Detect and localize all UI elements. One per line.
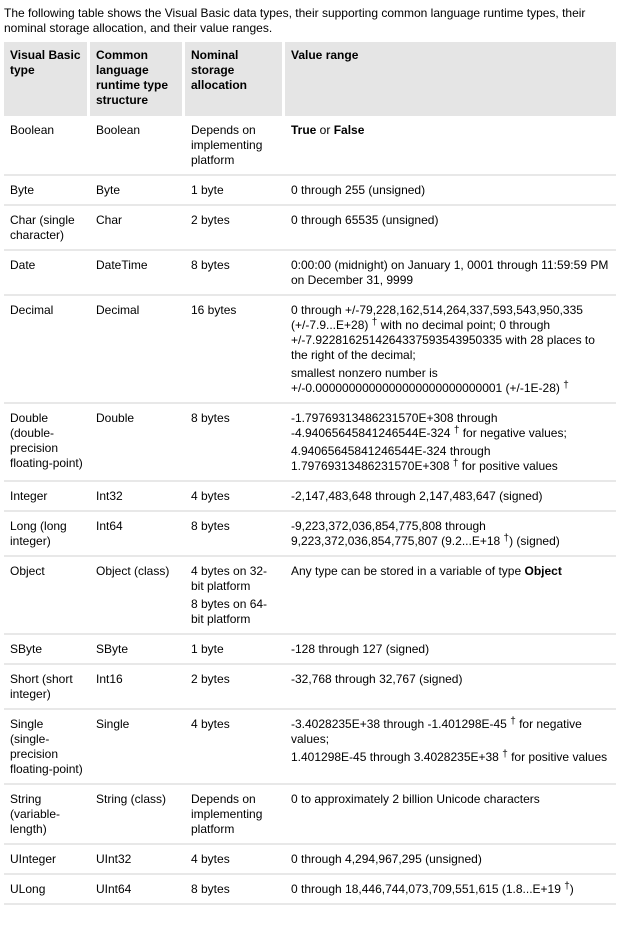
table-row (4, 296, 616, 404)
dagger-footnote-mark: † (371, 317, 378, 328)
value-range-text (291, 519, 610, 549)
cell-vb-type: Boolean (4, 116, 90, 176)
value-range-text (291, 882, 610, 897)
table-row (4, 635, 616, 665)
value-range-text (291, 123, 610, 138)
storage-text: 8 bytes (191, 519, 230, 533)
range-text-segment: -1.79769313486231570E+308 through -4.94065645841246544E-324 (291, 411, 498, 440)
value-range-text (291, 258, 610, 288)
value-range-text (291, 303, 610, 363)
cell-vb-type: Single (single-precision floating-point) (4, 710, 90, 785)
cell-vb-type: Double (double-precision floating-point) (4, 404, 90, 482)
dagger-footnote-mark: † (510, 716, 516, 727)
table-row (4, 665, 616, 710)
cell-vb-type: UInteger (4, 845, 90, 875)
cell-clr-type: Int64 (90, 512, 185, 557)
value-range-text (291, 792, 610, 807)
range-text-segment: for negative values; (459, 426, 567, 440)
table-row (4, 116, 616, 176)
cell-value-range (285, 785, 616, 845)
cell-vb-type: SByte (4, 635, 90, 665)
cell-storage (185, 176, 285, 206)
cell-vb-type: Decimal (4, 296, 90, 404)
cell-storage (185, 635, 285, 665)
storage-text: 4 bytes (191, 489, 230, 503)
table-body (4, 116, 616, 905)
cell-value-range (285, 845, 616, 875)
header-storage: Nominal storage allocation (185, 42, 285, 116)
table-header-row (4, 42, 616, 116)
value-range-text (291, 411, 610, 441)
value-range-text (291, 750, 610, 765)
cell-clr-type: UInt64 (90, 875, 185, 905)
table-row (4, 845, 616, 875)
bold-keyword: Object (524, 564, 562, 578)
table-row (4, 251, 616, 296)
cell-clr-type: UInt32 (90, 845, 185, 875)
header-vb-type: Visual Basic type (4, 42, 90, 116)
dagger-footnote-mark: † (563, 380, 569, 391)
cell-vb-type: ULong (4, 875, 90, 905)
cell-clr-type: Double (90, 404, 185, 482)
dagger-footnote-mark: † (564, 881, 570, 892)
range-text-segment: 1.401298E-45 through 3.4028235E+38 (291, 750, 503, 764)
cell-storage (185, 116, 285, 176)
cell-storage (185, 206, 285, 251)
cell-clr-type: Int32 (90, 482, 185, 512)
cell-value-range (285, 116, 616, 176)
cell-storage (185, 557, 285, 635)
table-row (4, 176, 616, 206)
range-text-segment: 4.94065645841246544E-324 through 1.79769313486231570E+308 (291, 444, 491, 473)
cell-clr-type: String (class) (90, 785, 185, 845)
value-range-text (291, 717, 610, 747)
cell-clr-type: Decimal (90, 296, 185, 404)
storage-text: Depends on implementing platform (191, 123, 263, 167)
value-range-text (291, 852, 610, 867)
value-range-text (291, 564, 610, 579)
range-text-segment: with no decimal point; 0 through +/-7.9228162514264337593543950335 with 28 places to the right of the decimal; (291, 318, 595, 362)
intro-paragraph: The following table shows the Visual Basic data types, their supporting common language runtime types, their nominal storage allocation, and their value ranges. (4, 6, 586, 35)
cell-storage (185, 404, 285, 482)
range-text-segment: 0 through 4,294,967,295 (unsigned) (291, 852, 482, 866)
cell-vb-type: Integer (4, 482, 90, 512)
cell-storage (185, 785, 285, 845)
cell-clr-type: Boolean (90, 116, 185, 176)
storage-text: 4 bytes on 32-bit platform (191, 564, 268, 593)
header-clr-type: Common language runtime type structure (90, 42, 185, 116)
table-row (4, 512, 616, 557)
table-row (4, 710, 616, 785)
cell-value-range (285, 404, 616, 482)
table-row (4, 482, 616, 512)
cell-vb-type: Short (short integer) (4, 665, 90, 710)
range-text-segment: -128 through 127 (signed) (291, 642, 430, 656)
table-row (4, 875, 616, 905)
value-range-text (291, 489, 610, 504)
storage-text: 4 bytes (191, 717, 230, 731)
cell-clr-type: Byte (90, 176, 185, 206)
table-row (4, 785, 616, 845)
cell-value-range (285, 710, 616, 785)
range-text-segment: -32,768 through 32,767 (signed) (291, 672, 463, 686)
cell-storage (185, 845, 285, 875)
value-range-text (291, 642, 610, 657)
range-text-segment: for positive values (458, 459, 558, 473)
table-row (4, 206, 616, 251)
storage-text: Depends on implementing platform (191, 792, 263, 836)
value-range-text (291, 183, 610, 198)
cell-value-range (285, 875, 616, 905)
range-text-segment: for negative values; (291, 717, 582, 746)
cell-value-range (285, 665, 616, 710)
cell-clr-type: Char (90, 206, 185, 251)
cell-vb-type: Char (single character) (4, 206, 90, 251)
range-text-segment: -3.4028235E+38 through -1.401298E-45 (291, 717, 511, 731)
cell-value-range (285, 482, 616, 512)
storage-text: 1 byte (191, 642, 224, 656)
cell-vb-type: String (variable-length) (4, 785, 90, 845)
range-text-segment: ) (569, 882, 574, 896)
dagger-footnote-mark: † (453, 425, 460, 436)
cell-storage (185, 296, 285, 404)
cell-value-range (285, 176, 616, 206)
cell-value-range (285, 557, 616, 635)
table-row (4, 404, 616, 482)
cell-value-range (285, 296, 616, 404)
cell-storage (185, 251, 285, 296)
cell-clr-type: Object (class) (90, 557, 185, 635)
cell-storage (185, 665, 285, 710)
range-text-segment: 0 through 255 (unsigned) (291, 183, 426, 197)
range-text-segment: 0 through 18,446,744,073,709,551,615 (1.8...E+19 (291, 882, 565, 896)
storage-text: 2 bytes (191, 672, 230, 686)
header-value-range: Value range (285, 42, 616, 116)
value-range-text (291, 672, 610, 687)
value-range-text (291, 213, 610, 228)
cell-clr-type: SByte (90, 635, 185, 665)
storage-text: 8 bytes on 64-bit platform (191, 597, 268, 626)
range-text-segment: or (316, 123, 334, 137)
cell-vb-type: Long (long integer) (4, 512, 90, 557)
range-text-segment: smallest nonzero number is +/-0.0000000000000000000000000001 (+/-1E-28) (291, 366, 564, 395)
range-text-segment: for positive values (507, 750, 608, 764)
cell-value-range (285, 635, 616, 665)
cell-storage (185, 512, 285, 557)
dagger-footnote-mark: † (452, 458, 459, 469)
range-text-segment: ) (signed) (509, 534, 560, 548)
cell-value-range (285, 512, 616, 557)
cell-vb-type: Date (4, 251, 90, 296)
cell-vb-type: Object (4, 557, 90, 635)
cell-storage (185, 710, 285, 785)
cell-storage (185, 482, 285, 512)
dagger-footnote-mark: † (503, 533, 510, 544)
dagger-footnote-mark: † (502, 749, 508, 760)
cell-clr-type: Single (90, 710, 185, 785)
value-range-text (291, 444, 610, 474)
cell-clr-type: DateTime (90, 251, 185, 296)
storage-text: 8 bytes (191, 258, 230, 272)
range-text-segment: -2,147,483,648 through 2,147,483,647 (signed) (291, 489, 543, 503)
storage-text: 8 bytes (191, 411, 230, 425)
cell-value-range (285, 206, 616, 251)
storage-text: 8 bytes (191, 882, 230, 896)
range-text-segment: 0 through +/-79,228,162,514,264,337,593,543,950,335 (+/-7.9...E+28) (291, 303, 583, 332)
cell-storage (185, 875, 285, 905)
data-types-table (4, 42, 616, 905)
range-text-segment: Any type can be stored in a variable of type (291, 564, 525, 578)
cell-value-range (285, 251, 616, 296)
value-range-text (291, 366, 610, 396)
storage-text: 2 bytes (191, 213, 230, 227)
bold-keyword: True (291, 123, 317, 137)
table-row (4, 557, 616, 635)
storage-text: 1 byte (191, 183, 224, 197)
storage-text: 4 bytes (191, 852, 230, 866)
range-text-segment: 0:00:00 (midnight) on January 1, 0001 through 11:59:59 PM on December 31, 9999 (291, 258, 609, 287)
storage-text: 16 bytes (191, 303, 237, 317)
range-text-segment: 0 to approximately 2 billion Unicode characters (291, 792, 540, 806)
cell-vb-type: Byte (4, 176, 90, 206)
cell-clr-type: Int16 (90, 665, 185, 710)
bold-keyword: False (333, 123, 365, 137)
range-text-segment: -9,223,372,036,854,775,808 through 9,223,372,036,854,775,807 (9.2...E+18 (291, 519, 504, 548)
range-text-segment: 0 through 65535 (unsigned) (291, 213, 439, 227)
